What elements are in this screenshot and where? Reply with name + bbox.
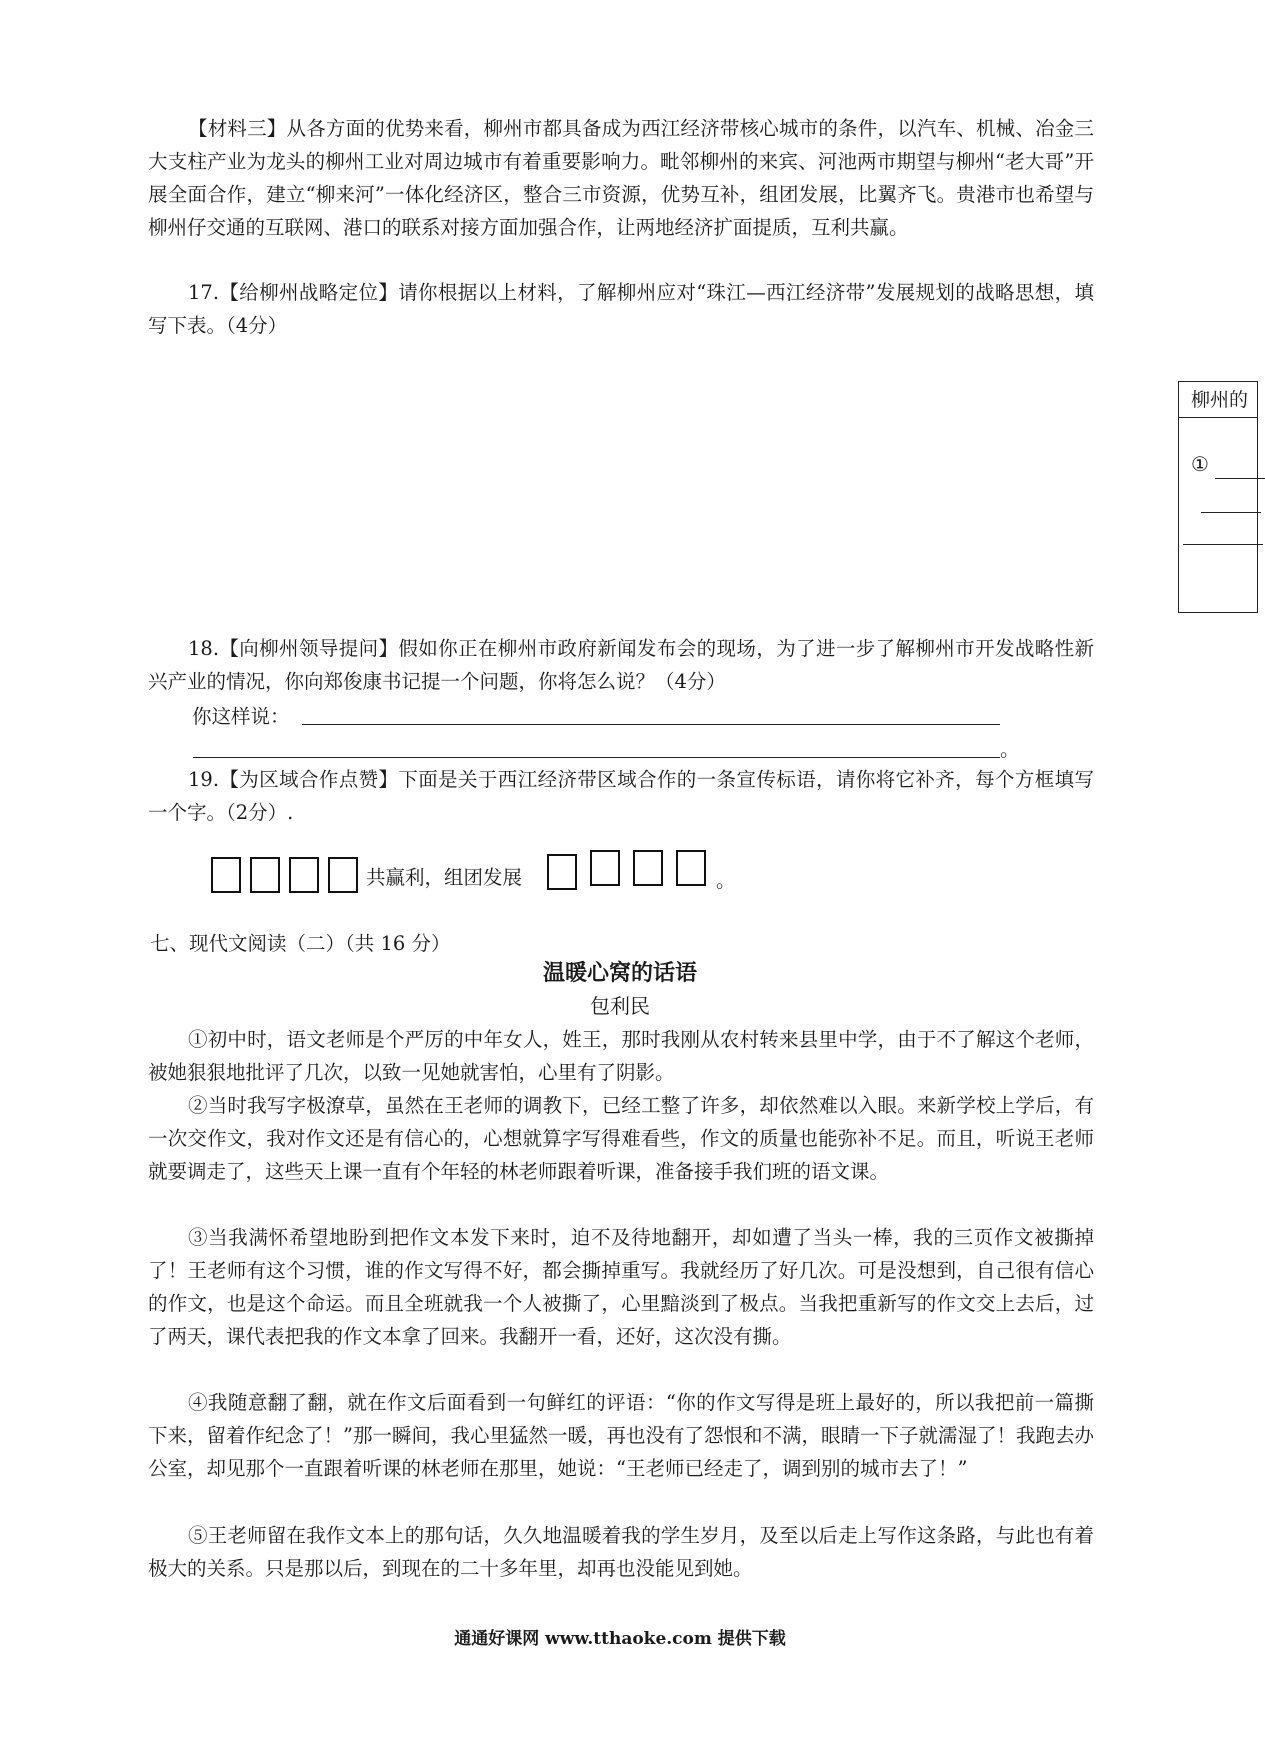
blank-box[interactable]: [590, 850, 620, 886]
blank-box[interactable]: [676, 850, 706, 886]
answer-line[interactable]: [193, 757, 1000, 758]
article-paragraph-1: ①初中时，语文老师是个严厉的中年女人，姓王，那时我刚从农村转来县里中学，由于不了解这个老师，被她狠狠地批评了几次，以致一见她就害怕，心里有了阴影。: [148, 1028, 1094, 1084]
blank-box[interactable]: [328, 857, 358, 893]
article-paragraph-3: ③当我满怀希望地盼到把作文本发下来时，迫不及待地翻开，却如遭了当头一棒，我的三页作文被撕掉了！王老师有这个习惯，谁的作文写得不好，都会撕掉重写。我就经历了好几次。可是没想到，自己很有信心的作文，也是这个命运。而且全班就我一个人被撕了，心里黯淡到了极点。当我把重新写的作文交上去后，过了两天，课代表把我的作文本拿了回来。我翻开一看，还好，这次没有撕。: [148, 1226, 1094, 1348]
article-title: 温暖心窝的话语: [542, 960, 697, 986]
article-paragraph-5: ⑤王老师留在我作文本上的那句话，久久地温暖着我的学生岁月，及至以后走上写作这条路，与此也有着极大的关系。只是那以后，到现在的二十多年里，却再也没能见到她。: [148, 1524, 1094, 1580]
question-19: 19.【为区域合作点赞】下面是关于西江经济带区域合作的一条宣传标语，请你将它补齐，每个方框填写一个字。（2分）.: [148, 768, 1094, 824]
blank-box[interactable]: [250, 857, 280, 893]
article-paragraph-4: ④我随意翻了翻，就在作文后面看到一句鲜红的评语：“你的作文写得是班上最好的，所以我把前一篇撕下来，留着作纪念了！”那一瞬间，我心里猛然一暖，再也没有了怨恨和不满，眼睛一下子就濡湿了！我跑去办公室，却见那个一直跟着听课的林老师在那里，她说：“王老师已经走了，调到别的城市去了！”: [148, 1391, 1094, 1480]
blank-box[interactable]: [211, 857, 241, 893]
question-18: 18.【向柳州领导提问】假如你正在柳州市政府新闻发布会的现场，为了进一步了解柳州市开发战略性新兴产业的情况，你向郑俊康书记提一个问题，你将怎么说？（4分）: [148, 637, 1094, 693]
answer-line[interactable]: [302, 724, 1000, 725]
material-three-paragraph: 【材料三】从各方面的优势来看，柳州市都具备成为西江经济带核心城市的条件，以汽车、机械、冶金三大支柱产业为龙头的柳州工业对周边城市有着重要影响力。毗邻柳州的来宾、河池两市期望与柳州“老大哥”开展全面合作，建立“柳来河”一体化经济区，整合三市资源，优势互补，组团发展，比翼齐飞。贵港市也希望与柳州仔交通的互联网、港口的联系对接方面加强合作，让两地经济扩面提质，互利共赢。: [148, 117, 1094, 239]
blank-box[interactable]: [289, 857, 319, 893]
blank-box[interactable]: [633, 850, 663, 886]
answer-line[interactable]: [1215, 478, 1265, 479]
article-paragraph-2: ②当时我写字极潦草，虽然在王老师的调教下，已经工整了许多，却依然难以入眼。来新学校上学后，有一次交作文，我对作文还是有信心的，心想就算字写得难看些，作文的质量也能弥补不足。而且，听说王老师就要调走了，这些天上课一直有个年轻的林老师跟着听课，准备接手我们班的语文课。: [148, 1094, 1094, 1183]
article-author: 包利民: [590, 994, 650, 1018]
answer-prompt: 你这样说：: [192, 705, 290, 728]
page-footer: 通通好课网 www.tthaoke.com 提供下载: [454, 1629, 786, 1649]
question-17: 17.【给柳州战略定位】请你根据以上材料，了解柳州应对“珠江—西江经济带”发展规划的战略思想，填写下表。（4分）: [148, 281, 1094, 337]
strategy-table-header: 柳州的: [1179, 382, 1257, 418]
slogan-end-mark: 。: [716, 869, 736, 892]
strategy-table: [1178, 381, 1258, 613]
answer-line[interactable]: [1183, 544, 1263, 545]
section-heading: 七、现代文阅读（二）（共 16 分）: [150, 932, 451, 955]
answer-end-mark: 。: [1000, 738, 1020, 761]
strategy-item-number: ①: [1191, 452, 1209, 476]
slogan-text: 共赢利，组团发展: [366, 866, 523, 889]
answer-line[interactable]: [1201, 512, 1261, 513]
blank-box[interactable]: [547, 854, 577, 890]
